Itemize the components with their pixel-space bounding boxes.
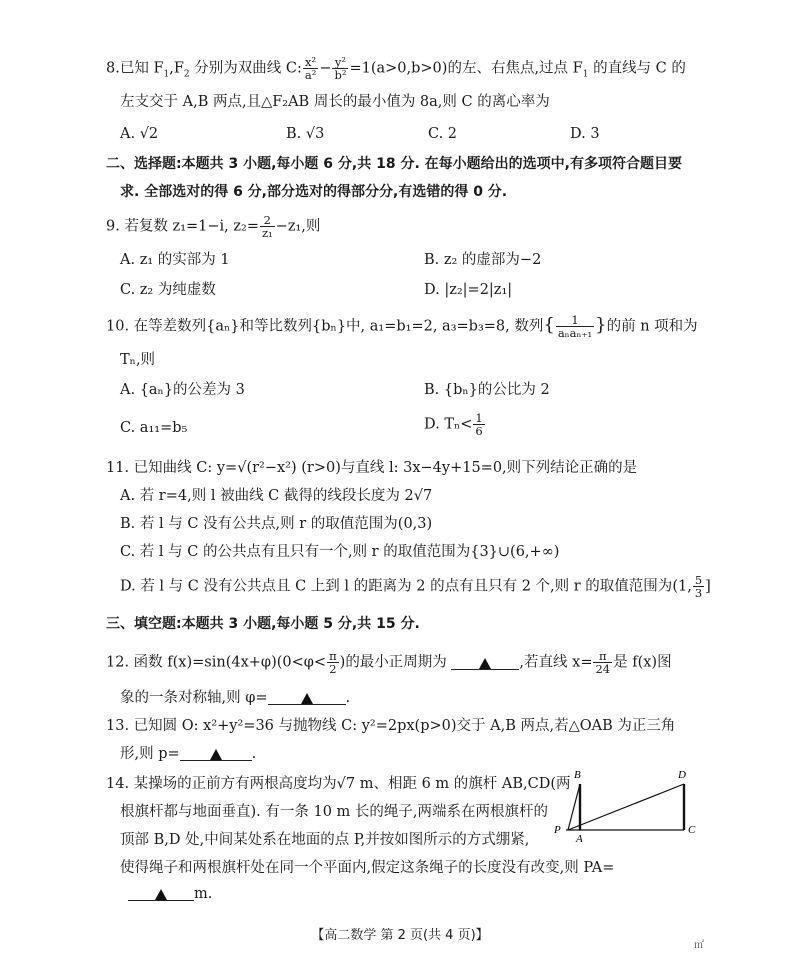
q14-stem-line1: 14. 某操场的正前方有两根高度均为√7 m、相距 6 m 的旗杆 AB,CD(两 <box>106 776 571 792</box>
q8-option-c: C. 2 <box>428 126 458 142</box>
q11-option-b: B. 若 l 与 C 没有公共点,则 r 的取值范围为(0,3) <box>120 516 433 532</box>
q10-stem-line2: Tₙ,则 <box>120 352 156 368</box>
q11-option-a: A. 若 r=4,则 l 被曲线 C 截得的线段长度为 2√7 <box>120 488 433 504</box>
q12-blank-1[interactable] <box>451 653 519 670</box>
q13-stem-line1: 13. 已知圆 O: x²+y²=36 与抛物线 C: y²=2px(p>0)交于 A,B 两点,若△OAB 为正三角 <box>106 718 676 734</box>
blank-triangle-icon <box>210 749 222 760</box>
q13-stem-line2: 形,则 p= . <box>120 746 257 762</box>
q12-blank-2[interactable] <box>268 688 346 705</box>
q9-option-a: A. z₁ 的实部为 1 <box>120 252 230 268</box>
q14-stem-line4: 使得绳子和两根旗杆处在同一个平面内,假定这条绳子的长度没有改变,则 PA= <box>120 860 615 876</box>
q8-stem-line2: 左支交于 A,B 两点,且△F₂AB 周长的最小值为 8a,则 C 的离心率为 <box>120 94 550 110</box>
blank-triangle-icon <box>479 658 491 669</box>
q10-optd-frac: $\frac{1}{6}$ <box>475 411 483 438</box>
q9-option-c: C. z₂ 为纯虚数 <box>120 282 216 298</box>
q9-option-b: B. z₂ 的虚部为−2 <box>424 252 542 268</box>
section3-heading: 三、填空题:本题共 3 小题,每小题 5 分,共 15 分. <box>106 616 420 632</box>
section2-heading-line2: 求. 全部选对的得 6 分,部分选对的得部分分,有选错的得 0 分. <box>120 184 508 200</box>
q8-option-d: D. 3 <box>570 126 600 142</box>
q12-stem-line1: 12. 函数 f(x)=sin(4x+φ)(0<φ< $\frac{\pi}{2}$ )的最小正周期为 ,若直线 x= $\frac{\pi}{24}$ 是 f(x)图 <box>106 649 672 676</box>
q10-stem-line1: 10. 在等差数列{aₙ}和等比数列{bₙ}中, a₁=b₁=2, a₃=b₃=8, 数列{ $\frac{1}{\text{aₙaₙ₊₁}}$ }的前 n 项和为 <box>106 313 698 340</box>
q9-frac: $\frac{2}{\text{z₁}}$ <box>262 213 273 240</box>
q11-stem: 11. 已知曲线 C: y=√(r²−x²) (r>0)与直线 l: 3x−4y+15=0,则下列结论正确的是 <box>106 460 638 476</box>
q13-blank[interactable] <box>180 744 252 761</box>
q11-optd-frac: $\frac{5}{3}$ <box>694 573 703 600</box>
q14-stem-line2: 根旗杆都与地面垂直). 有一条 10 m 长的绳子,两端系在两根旗杆的 <box>120 804 549 820</box>
blank-triangle-icon <box>155 889 167 900</box>
corner-mark: ㎡ <box>694 940 704 951</box>
label-a: A <box>576 833 583 845</box>
q14-stem-line3: 顶部 B,D 处,中间某处系在地面的点 P,并按如图所示的方式绷紧, <box>120 832 530 848</box>
label-d: D <box>678 769 686 781</box>
q12-frac-pi24: $\frac{\pi}{24}$ <box>595 649 611 676</box>
rope-bp <box>568 784 580 830</box>
page-footer: 【高二数学 第 2 页(共 4 页)】 <box>311 928 489 943</box>
section2-heading-line1: 二、选择题:本题共 3 小题,每小题 6 分,共 18 分. 在每小题给出的选项中,有多项符合题目要 <box>106 156 682 172</box>
q8-option-a: A. √2 <box>120 126 159 142</box>
label-p: P <box>554 824 561 836</box>
q11-option-d: D. 若 l 与 C 没有公共点且 C 上到 l 的距离为 2 的点有且只有 2 个,则 r 的取值范围为(1, $\frac{5}{3}$ ] <box>120 573 711 600</box>
q8-frac-x: $\frac{\text{x²}}{\text{a²}}$ <box>304 55 317 82</box>
q10-option-c: C. a₁₁=b₅ <box>120 420 188 436</box>
q12-frac-pi2: $\frac{\pi}{2}$ <box>329 649 337 676</box>
label-b: B <box>574 769 581 781</box>
label-c: C <box>688 824 696 836</box>
blank-triangle-icon <box>301 693 313 704</box>
q10-option-d: D. Tₙ< $\frac{1}{6}$ <box>424 411 483 438</box>
q8-frac-y: $\frac{\text{y²}}{\text{b²}}$ <box>334 55 347 82</box>
q12-stem-line2: 象的一条对称轴,则 φ= . <box>120 690 351 706</box>
q14-flagpole-figure <box>548 766 706 846</box>
q9-stem: 9. 若复数 z₁=1−i, z₂= $\frac{2}{\text{z₁}}$ −z₁,则 <box>106 213 321 240</box>
q8-stem-line1: 8.已知 $F_1,F_2$ 分别为双曲线 C: $\frac{\text{x²}}{\text{a²}}$ − $\frac{\text{y²}}{\text{b²}}$ =1(a>0,b>0)的左、右焦点,过点 $F_1$ 的直线与 C 的 <box>106 55 686 82</box>
rope-pd <box>568 784 684 830</box>
q10-option-b: B. {bₙ}的公比为 2 <box>424 382 550 398</box>
q8-option-b: B. √3 <box>286 126 325 142</box>
q14-stem-line5: m. <box>128 884 212 904</box>
q14-blank[interactable] <box>128 884 194 901</box>
q11-option-c: C. 若 l 与 C 的公共点有且只有一个,则 r 的取值范围为{3}∪(6,+∞) <box>120 544 560 560</box>
q9-option-d: D. |z₂|=2|z₁| <box>424 282 513 298</box>
q10-frac: $\frac{1}{\text{aₙaₙ₊₁}}$ <box>557 313 593 340</box>
q10-option-a: A. {aₙ}的公差为 3 <box>120 382 245 398</box>
